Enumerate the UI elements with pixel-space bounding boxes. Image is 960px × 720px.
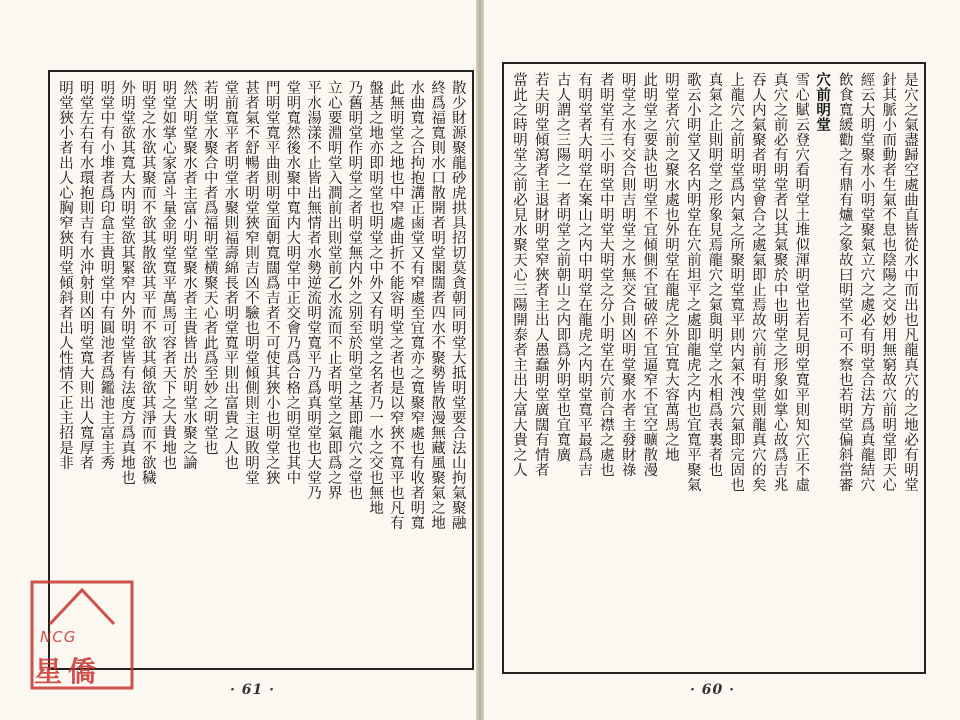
text-column: 針其脈小而動者生氣不息也陰陽之交妙用無窮故穴前明堂即天心 [880,72,897,492]
text-column: 乃舊明堂作明堂之者明堂無内外之别至於明堂之基即龍穴之堂也 [346,80,363,500]
text-column: 明堂中有小堆者爲印盒主貴明堂中有圓池者爲鑑池主富主秀 [98,80,115,470]
text-column: 外明堂欲其寬大内明堂欲其緊窄内外明堂皆有法度方爲真地也 [119,80,136,485]
text-column: 者明堂有三小明堂中明堂大明堂之分小明堂在穴前合襟之處也 [597,72,614,477]
watermark-stamp [30,580,134,690]
text-column: 是穴之氣盡歸空處曲直皆從水中而出也凡龍真穴的之地必有明堂 [901,72,918,492]
text-column: 堂明寬然後水聚中寬内大明堂中正交會乃爲合格之明堂也其中 [284,80,301,485]
text-column: 水曲寬之合拘抱溝正鹵堂又有窄處至宜寬亦之寬聚窄處也有收者明寬 [408,80,425,530]
text-column: 明堂狹小者出人心胸窄狹明堂傾斜者出人性情不正主招是非 [57,80,73,470]
text-column: 飲食寬緩勸之有鼎有爐之象故曰明堂不可不察也若明堂偏斜當審 [836,72,853,492]
left-text-columns [56,80,466,660]
text-column: 明堂之水欲其聚而不欲其散欲其平而不欲其傾欲其淨而不欲穢 [139,80,156,485]
stamp-cjk-text: 星僑 [34,655,103,688]
text-column: 此明堂之要訣也明堂不宜傾側不宜破碎不宜逼窄不宜空曠散漫 [641,72,658,477]
text-column: 若夫明堂傾瀉者主退財明堂窄狹者主出人愚蠢明堂廣闊有情者 [532,72,549,477]
left-page-number: · 61 · [230,682,275,698]
text-column: 吞人内氣聚者明堂會合之處氣即止焉故穴前有明堂則龍真穴的矣 [749,72,766,492]
text-column: 盤基之地亦即明堂也明堂之中外又有明堂之名者乃一水之交也無地 [367,80,384,515]
text-column: 然大明堂聚水者主富小明堂聚水者主貴皆出於明堂水聚之論 [181,80,198,470]
text-column: 散少財源聚龍砂虎拱具招切莫貪朝同明堂大抵明堂要合法山拘氣聚融 [449,80,466,530]
text-column: 平水湯漾不止皆出無情者水勢逆流明堂寬平乃爲真明堂也大堂乃 [305,80,322,500]
book-gutter [476,0,484,720]
text-column: 明堂如掌心家富斗量金明堂寬平萬馬可容者天下之大貴地也 [160,80,177,470]
text-column: 穴前明堂 [814,72,832,132]
stamp-latin-text: NCG [40,628,77,646]
text-column: 堂前寬平者明堂水聚則福壽綿長者明堂寬平則出富貴之人也 [222,80,239,470]
text-column: 若明堂水聚合中者爲福明堂横聚天心者此爲至妙之明堂也 [201,80,218,455]
text-column: 經云大明堂聚水小明堂聚氣立穴之處必有明堂合法方爲真龍結穴 [858,72,875,492]
text-column: 明堂之水有交合則吉明堂之水無交合則凶明堂聚水者主發財祿 [619,72,636,477]
right-page [484,0,960,720]
text-column: 上龍穴之前明堂爲内氣之所聚明堂寬平則内氣不洩穴氣即完固也 [728,72,745,492]
right-text-columns [510,72,918,664]
text-column: 真穴之前必有明堂者以其氣聚於中也明堂之形象如掌心故爲吉兆 [771,72,788,492]
text-column: 有明堂者大明堂在案山之内中明堂在龍虎之内明堂寬平最爲吉 [576,72,593,477]
text-column: 甚者氣不舒暢者明堂狹窄則吉凶不驗也明堂傾側則主退敗明堂 [243,80,260,485]
text-column: 真氣之止則明堂之形象見焉龍穴之氣與明堂之水相爲表裏者也 [706,72,723,477]
text-column: 明堂左右有水環抱則吉有水沖射則凶明堂寬大則出人寬厚者 [77,80,94,470]
text-column: 明堂者穴前之聚水處也外明堂在龍虎之外宜寬大容萬馬之地 [663,72,680,462]
text-column: 立心要淵明堂入澗前出則堂前乙水流而不止者明堂之氣即爲之界 [325,80,342,500]
text-column: 終爲福寬則水口散開者明堂閣闊者四水不聚勢皆散漫無藏風聚氣之地 [429,80,446,530]
text-column: 雪心賦云登穴看明堂土堆似渾明堂也若見明堂寬平則知穴正不虛 [793,72,810,492]
text-column: 歌云小明堂又名内明堂在穴前坦平之處即龍虎之内也宜寬平聚氣 [684,72,701,492]
right-page-number: · 60 · [690,682,735,698]
text-column: 當此之時明堂之前必見水聚天心三陽開泰者主出大富大貴之人 [511,72,527,477]
text-column: 門明堂寬平曲則明堂面朝寬闊爲吉者不可使其狹小也明堂之狹 [263,80,280,485]
text-column: 古人謂之三陽之一者明堂之前朝山之内即爲外明堂也宜寬廣 [554,72,571,462]
right-text-frame [502,62,926,674]
text-column: 此無明堂之地也中窄處曲折不能容明堂之者也是以窄狹不寬平也凡有 [387,80,404,530]
